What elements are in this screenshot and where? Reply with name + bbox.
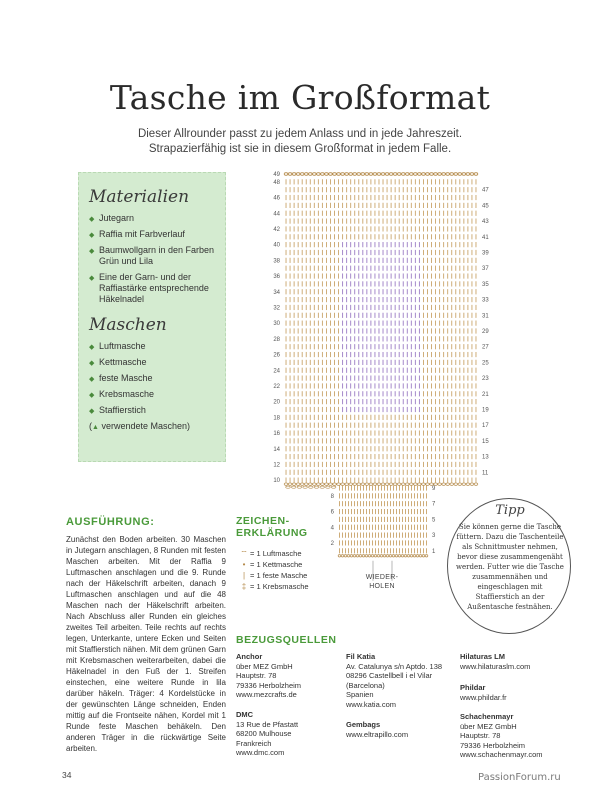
chain-stitch-mark (288, 483, 292, 485)
diamond-bullet-icon: ◆ (89, 344, 95, 351)
row-label-right: 7 (432, 501, 436, 508)
chain-stitch-mark (333, 483, 337, 485)
crab-stitch-mark (312, 173, 316, 176)
row-label-left: 26 (273, 352, 280, 359)
crab-stitch-mark (454, 173, 458, 176)
crab-stitch-mark (296, 173, 300, 176)
chain-stitch-mark (362, 555, 365, 557)
chain-stitch-mark (329, 483, 333, 485)
material-item: ◆ Jutegarn (89, 213, 135, 223)
row-label-left: 24 (273, 368, 280, 375)
chain-stitch-mark (446, 483, 450, 485)
chain-stitch-mark (314, 486, 319, 488)
row-label-left: 46 (273, 195, 280, 202)
crab-stitch-mark (430, 173, 434, 176)
chain-stitch-mark (426, 483, 430, 485)
chain-stitch-mark (321, 483, 325, 485)
row-label-right: 27 (482, 344, 489, 351)
chain-stitch-mark (356, 555, 359, 557)
chain-stitch-mark (410, 555, 413, 557)
stitch-item: ◆ feste Masche (89, 373, 153, 383)
chain-stitch-mark (438, 483, 442, 485)
crab-stitch-mark (353, 173, 357, 176)
chain-stitch-mark (300, 483, 304, 485)
crab-stitch-mark (373, 173, 377, 176)
chain-stitch-mark (296, 483, 300, 485)
chain-stitch-mark (320, 486, 325, 488)
row-label-right: 47 (482, 187, 489, 194)
crab-stitch-mark (369, 173, 373, 176)
chain-stitch-mark (416, 555, 419, 557)
crab-stitch-mark (450, 173, 454, 176)
row-label-right: 13 (482, 454, 489, 461)
crab-stitch-mark (317, 173, 321, 176)
chain-stitch-mark (304, 483, 308, 485)
diamond-bullet-icon: ◆ (89, 248, 95, 255)
crab-stitch-mark (422, 173, 426, 176)
subtitle (60, 127, 540, 157)
row-label-right: 45 (482, 203, 489, 210)
chain-stitch-mark (371, 555, 374, 557)
crab-stitch-mark (405, 173, 409, 176)
crab-stitch-mark (414, 173, 418, 176)
crab-stitch-mark (304, 173, 308, 176)
chain-stitch-mark (425, 555, 428, 557)
material-item: ◆ Baumwollgarn in den Farben Grün und Lila (89, 245, 215, 266)
legend-heading: ZEICHEN- ERKLÄRUNG (236, 515, 308, 539)
legend (238, 548, 309, 592)
materials-box (78, 172, 226, 462)
single-crochet-icon: | (242, 571, 246, 580)
legend-row-single: | = 1 feste Masche (238, 570, 309, 581)
diamond-bullet-icon: ◆ (89, 216, 95, 223)
source-gembags: Gembags www.eltrapillo.com (346, 720, 409, 739)
subtitle-line-2: Strapazierfähig ist sie in diesem Großformat in jedem Falle. (148, 143, 452, 155)
stitches-heading: Maschen (89, 315, 167, 335)
chain-stitch-mark (341, 555, 344, 557)
crab-stitch-mark (470, 173, 474, 176)
materials-list (89, 213, 225, 305)
crab-stitch-mark (292, 173, 296, 176)
row-label-left: 16 (273, 431, 280, 438)
row-label-left-inner: 8 (330, 493, 334, 500)
row-label-right: 25 (482, 360, 489, 367)
chain-stitch-mark (365, 555, 368, 557)
crab-stitch-mark (418, 173, 422, 176)
diamond-bullet-icon: ◆ (89, 376, 95, 383)
row-label-right: 17 (482, 423, 489, 430)
chain-stitch-mark (413, 555, 416, 557)
chain-stitch-mark (291, 486, 296, 488)
subtitle-line-1: Dieser Allrounder passt zu jedem Anlass und in jede Jahreszeit. (137, 128, 463, 140)
crab-stitch-mark (434, 173, 438, 176)
material-item: ◆ Eine der Garn- und der Raffiastärke entsprechende Häkelnadel (89, 272, 209, 304)
chain-stitch-mark (331, 486, 336, 488)
chain-stitch-mark (337, 483, 341, 485)
row-label-right: 15 (482, 438, 489, 445)
tip-heading: Tipp (495, 503, 525, 518)
crab-stitch-mark (345, 173, 349, 176)
crab-stitch-mark (466, 173, 470, 176)
row-label-left: 30 (273, 321, 280, 328)
chain-stitch-mark (458, 483, 462, 485)
chain-stitch-mark (359, 555, 362, 557)
chain-stitch-icon: ⌔ (240, 549, 248, 558)
chain-stitch-mark (325, 483, 329, 485)
chain-stitch-mark (309, 486, 314, 488)
legend-row-crab: ‡ = 1 Krebsmasche (238, 581, 309, 592)
stitch-item: ◆ Krebsmasche (89, 389, 155, 399)
page-title: Tasche im Großformat (109, 78, 491, 117)
row-label-left: 38 (273, 258, 280, 265)
row-label-right: 31 (482, 313, 489, 320)
stitches-list (89, 341, 225, 433)
crab-stitch-mark (401, 173, 405, 176)
chain-stitch-mark (374, 555, 377, 557)
crab-stitch-mark (385, 173, 389, 176)
crab-stitch-mark (329, 173, 333, 176)
chain-stitch-mark (422, 555, 425, 557)
row-label-left: 32 (273, 305, 280, 312)
chain-stitch-mark (349, 483, 353, 485)
chain-stitch-mark (357, 483, 361, 485)
chain-stitch-mark (373, 483, 377, 485)
crab-stitch-mark (462, 173, 466, 176)
row-label-right: 29 (482, 329, 489, 335)
repeat-label: WIEDER- HOLEN (365, 574, 399, 590)
row-label-right: 21 (482, 391, 489, 398)
slip-stitch-icon: • (242, 560, 246, 569)
chain-stitch-mark (462, 483, 466, 485)
chain-stitch-mark (430, 483, 434, 485)
crab-stitch-mark (365, 173, 369, 176)
crab-stitch-mark (409, 173, 413, 176)
crab-stitch-mark (321, 173, 325, 176)
row-label-left: 18 (273, 415, 280, 422)
chain-stitch-mark (389, 555, 392, 557)
chain-stitch-mark (381, 483, 385, 485)
row-label-right: 3 (432, 533, 436, 540)
chart-grid (268, 170, 500, 555)
row-label-right: 35 (482, 281, 489, 288)
row-label-right: 19 (482, 407, 489, 414)
chain-stitch-mark (350, 555, 353, 557)
chain-stitch-mark (344, 555, 347, 557)
source-anchor: Anchor über MEZ GmbH Hauptstr. 78 79336 Herbolzheim www.mezcrafts.de (236, 652, 302, 699)
chain-stitch-mark (397, 483, 401, 485)
crab-stitch-mark (288, 173, 292, 176)
stitch-note: (▲ verwendete Maschen) (89, 421, 190, 431)
chain-stitch-mark (419, 555, 422, 557)
row-label-left: 40 (273, 242, 280, 249)
sources-heading: BEZUGSQUELLEN (236, 634, 337, 646)
chain-stitch-mark (312, 483, 316, 485)
row-label-right: 1 (432, 548, 436, 555)
row-label-left: 14 (273, 446, 280, 453)
row-label-left: 48 (273, 179, 280, 186)
chain-stitch-mark (414, 483, 418, 485)
crab-stitch-mark (381, 173, 385, 176)
chain-stitch-mark (353, 483, 357, 485)
row-label-right: 39 (482, 250, 489, 257)
tip-bubble (447, 498, 571, 634)
crab-stitch-mark (308, 173, 312, 176)
row-label-left: 22 (273, 383, 280, 390)
chain-stitch-mark (470, 483, 474, 485)
row-label-left-inner: 6 (330, 509, 334, 516)
chain-stitch-mark (401, 483, 405, 485)
source-dmc: DMC 13 Rue de Pfastatt 68200 Mulhouse Frankreich www.dmc.com (236, 710, 299, 757)
chain-stitch-mark (398, 555, 401, 557)
source-hilaturas: Hilaturas LM www.hilaturaslm.com (460, 652, 531, 671)
chain-stitch-mark (409, 483, 413, 485)
row-label-right: 5 (432, 517, 436, 524)
row-label-left: 10 (273, 478, 280, 485)
crab-stitch-mark (341, 173, 345, 176)
crab-stitch-mark (349, 173, 353, 176)
source-phildar: Phildar www.phildar.fr (460, 683, 507, 702)
row-label-right: 41 (482, 234, 489, 241)
chain-stitch-mark (365, 483, 369, 485)
crab-stitch-mark (377, 173, 381, 176)
chain-stitch-mark (297, 486, 302, 488)
crab-stitch-mark (474, 173, 478, 176)
chain-stitch-mark (361, 483, 365, 485)
chain-stitch-mark (385, 483, 389, 485)
chain-stitch-mark (383, 555, 386, 557)
chain-stitch-mark (401, 555, 404, 557)
chain-stitch-mark (353, 555, 356, 557)
page-number: 34 (62, 770, 72, 780)
row-label-left: 36 (273, 274, 280, 281)
row-label-left: 20 (273, 399, 280, 406)
chain-stitch-mark (422, 483, 426, 485)
chain-stitch-mark (368, 555, 371, 557)
legend-row-slip: • = 1 Kettmasche (238, 559, 309, 570)
crab-stitch-mark (438, 173, 442, 176)
source-schachenmayr: Schachenmayr über MEZ GmbH Hauptstr. 78 79336 Herbolzheim www.schachenmayr.com (460, 712, 543, 759)
row-label-left: 42 (273, 226, 280, 233)
ausfuehrung-heading: AUSFÜHRUNG: (66, 516, 155, 528)
crab-stitch-mark (397, 173, 401, 176)
crab-stitch-mark (284, 173, 288, 176)
chain-stitch-mark (404, 555, 407, 557)
materials-heading: Materialien (89, 187, 190, 207)
crab-stitch-icon: ‡ (241, 582, 247, 591)
row-label-left: 28 (273, 336, 280, 343)
tip-text: Sie können gerne die Tasche füttern. Dazu die Taschenteile als Schnittmuster nehmen, bevor diese zusammengenäht werden. Futter wie die Tasche zusammennähen und eingeschlagen mit Staffierstich an der Außentasche festnähen. (456, 523, 564, 611)
crab-stitch-mark (446, 173, 450, 176)
crab-stitch-mark (325, 173, 329, 176)
chain-stitch-mark (389, 483, 393, 485)
chain-stitch-mark (395, 555, 398, 557)
crab-stitch-mark (389, 173, 393, 176)
chain-stitch-mark (407, 555, 410, 557)
chain-stitch-mark (317, 483, 321, 485)
crab-stitch-mark (426, 173, 430, 176)
chain-stitch-mark (326, 486, 331, 488)
chain-stitch-mark (341, 483, 345, 485)
source-fil-katia: Fil Katia Av. Catalunya s/n Aptdo. 138 08296 Castellbell i el Vilar (Barcelona) Spanien www.katia.com (346, 652, 443, 709)
chain-stitch-mark (450, 483, 454, 485)
chain-stitch-mark (442, 483, 446, 485)
chain-stitch-mark (303, 486, 308, 488)
chain-stitch-mark (345, 483, 349, 485)
crab-stitch-mark (442, 173, 446, 176)
diamond-bullet-icon: ◆ (89, 408, 95, 415)
chain-stitch-mark (405, 483, 409, 485)
diamond-bullet-icon: ◆ (89, 232, 95, 239)
row-label-left: 12 (273, 462, 280, 469)
row-label-left: 44 (273, 211, 280, 218)
chain-stitch-mark (377, 555, 380, 557)
chain-stitch-mark (434, 483, 438, 485)
diamond-bullet-icon: ◆ (89, 275, 95, 282)
row-label-left-inner: 4 (330, 525, 334, 532)
row-label-right: 11 (482, 470, 489, 477)
material-item: ◆ Raffia mit Farbverlauf (89, 229, 185, 239)
chain-stitch-mark (292, 483, 296, 485)
chain-stitch-mark (377, 483, 381, 485)
chain-stitch-mark (392, 555, 395, 557)
legend-row-chain: ⌔ = 1 Luftmasche (238, 548, 309, 559)
chain-stitch-mark (369, 483, 373, 485)
crab-stitch-mark (393, 173, 397, 176)
watermark: PassionForum.ru (478, 772, 561, 783)
crab-stitch-mark (361, 173, 365, 176)
diamond-bullet-icon: ◆ (89, 360, 95, 367)
chain-stitch-mark (380, 555, 383, 557)
chain-stitch-mark (308, 483, 312, 485)
crab-stitch-mark (357, 173, 361, 176)
chain-stitch-mark (284, 483, 288, 485)
chain-stitch-mark (347, 555, 350, 557)
row-label-left: 34 (273, 289, 280, 296)
triangle-icon: ▲ (92, 424, 99, 431)
crab-stitch-mark (458, 173, 462, 176)
chain-stitch-mark (466, 483, 470, 485)
stitch-item: ◆ Luftmasche (89, 341, 146, 351)
row-label-right: 33 (482, 297, 489, 304)
chain-stitch-mark (338, 555, 341, 557)
row-label-right: 43 (482, 219, 489, 226)
chain-stitch-mark (386, 555, 389, 557)
row-label-right: 23 (482, 376, 489, 383)
chain-stitch-mark (454, 483, 458, 485)
chain-stitch-mark (286, 486, 291, 488)
row-label-left: 49 (273, 172, 280, 178)
crab-stitch-mark (337, 173, 341, 176)
row-label-left-inner: 2 (330, 540, 334, 547)
crab-stitch-mark (300, 173, 304, 176)
row-label-right: 9 (432, 486, 436, 492)
chain-stitch-mark (474, 483, 478, 485)
chain-stitch-mark (393, 483, 397, 485)
stitch-item: ◆ Staffierstich (89, 405, 146, 415)
stitch-item: ◆ Kettmasche (89, 357, 147, 367)
ausfuehrung-text: Zunächst den Boden arbeiten. 30 Maschen in Jutegarn anschlagen, 8 Runden mit festen Maschen arbeiten. Mit der Raffia 9 Luftmaschen anschlagen und die 9. Runde nach der Häkelschrift arbeiten, danach 9 Luftmaschen anschlagen und auf die 48 Maschen nach der Häkelschrift arbeiten. Nach Abschluss aller Runden ein gleiches zweites Teil arbeiten. Teile rechts auf rechts legen, Unterkante, untere Ecken und Seiten mit Staffierstich nähen. Mit dem grünen Garn mit Krebsmaschen weiterarbeiten, dabei die Häkelnadel in den Fuß der 1. Streifen einstechen, eine weitere Runde in lila darüber häkeln. Träger: 4 Kordelstücke in der gewünschten Länge schneiden, Enden mittig auf die Frontseite nähen, Kordel mit 1 Runde feste Maschen behäkeln. Den anderen Träger in die rückwärtige Seite arbeiten. (66, 535, 226, 753)
diamond-bullet-icon: ◆ (89, 392, 95, 399)
row-label-right: 37 (482, 266, 489, 273)
chain-stitch-mark (418, 483, 422, 485)
crab-stitch-mark (333, 173, 337, 176)
